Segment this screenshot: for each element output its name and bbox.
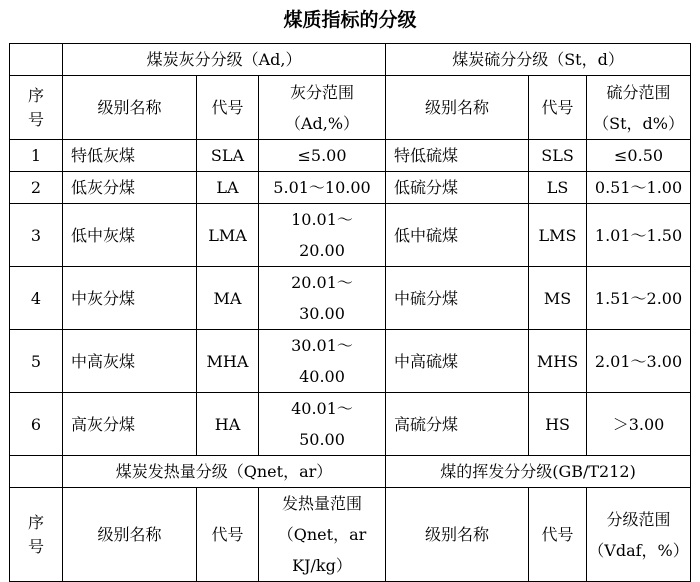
col-sulfur-name-header: 级别名称 [386,76,529,140]
ash-grade-name: 高灰分煤 [63,393,197,456]
ash-grade-code: HA [197,393,259,456]
col-heat-range-header: 发热量范围 （Qnet，ar KJ/kg） [259,488,386,582]
sulfur-grade-name: 特低硫煤 [386,140,529,172]
blank-corner [10,456,63,488]
row-seq: 3 [10,204,63,267]
sulfur-grade-code: HS [529,393,587,456]
col-volatile-name-header: 级别名称 [386,488,529,582]
col-heat-code-header: 代号 [197,488,259,582]
ash-grade-range: 40.01～ 50.00 [259,393,386,456]
sulfur-grade-range: ＞3.00 [587,393,691,456]
heat-section-header: 煤炭发热量分级（Qnet，ar） [63,456,386,488]
sulfur-grade-range: 1.51～2.00 [587,267,691,330]
table-row [10,267,691,330]
sulfur-grade-range: 1.01～1.50 [587,204,691,267]
ash-grade-code: LMA [197,204,259,267]
ash-grade-code: MHA [197,330,259,393]
sulfur-grade-code: SLS [529,140,587,172]
col-ash-range-header: 灰分范围 （Ad,%） [259,76,386,140]
ash-grade-name: 特低灰煤 [63,140,197,172]
sulfur-grade-range: ≤0.50 [587,140,691,172]
ash-grade-code: SLA [197,140,259,172]
volatile-section-header: 煤的挥发分分级(GB/T212) [386,456,691,488]
col-volatile-code-header: 代号 [529,488,587,582]
table-row [10,140,691,172]
ash-grade-code: MA [197,267,259,330]
sulfur-grade-name: 中硫分煤 [386,267,529,330]
table-row [10,172,691,204]
ash-grade-name: 中灰分煤 [63,267,197,330]
col-sulfur-code-header: 代号 [529,76,587,140]
table-row [10,204,691,267]
sulfur-grade-range: 2.01～3.00 [587,330,691,393]
row-seq: 6 [10,393,63,456]
sulfur-grade-code: MS [529,267,587,330]
sulfur-section-header: 煤炭硫分分级（St，d） [386,44,691,76]
ash-grade-code: LA [197,172,259,204]
table-row [10,330,691,393]
ash-grade-range: 5.01～10.00 [259,172,386,204]
sulfur-grade-name: 低硫分煤 [386,172,529,204]
col-heat-name-header: 级别名称 [63,488,197,582]
col-ash-code-header: 代号 [197,76,259,140]
col-ash-name-header: 级别名称 [63,76,197,140]
blank-corner [10,44,63,76]
sulfur-grade-code: LMS [529,204,587,267]
col-sulfur-range-header: 硫分范围 （St，d%） [587,76,691,140]
col-volatile-range-header: 分级范围 （Vdaf，%） [587,488,691,582]
row-seq: 1 [10,140,63,172]
ash-grade-range: ≤5.00 [259,140,386,172]
row-seq: 5 [10,330,63,393]
ash-grade-range: 20.01～ 30.00 [259,267,386,330]
col-seq-header: 序 号 [10,76,63,140]
row-seq: 2 [10,172,63,204]
table-row [10,393,691,456]
col-seq-header: 序 号 [10,488,63,582]
row-seq: 4 [10,267,63,330]
ash-section-header: 煤炭灰分分级（Ad,） [63,44,386,76]
sulfur-grade-name: 低中硫煤 [386,204,529,267]
ash-grade-name: 中高灰煤 [63,330,197,393]
sulfur-grade-code: LS [529,172,587,204]
ash-grade-range: 10.01～ 20.00 [259,204,386,267]
page-title: 煤质指标的分级 [283,9,417,31]
sulfur-grade-code: MHS [529,330,587,393]
ash-grade-range: 30.01～ 40.00 [259,330,386,393]
sulfur-grade-name: 高硫分煤 [386,393,529,456]
sulfur-grade-range: 0.51～1.00 [587,172,691,204]
ash-grade-name: 低灰分煤 [63,172,197,204]
coal-grade-table [9,43,691,582]
sulfur-grade-name: 中高硫煤 [386,330,529,393]
ash-grade-name: 低中灰煤 [63,204,197,267]
